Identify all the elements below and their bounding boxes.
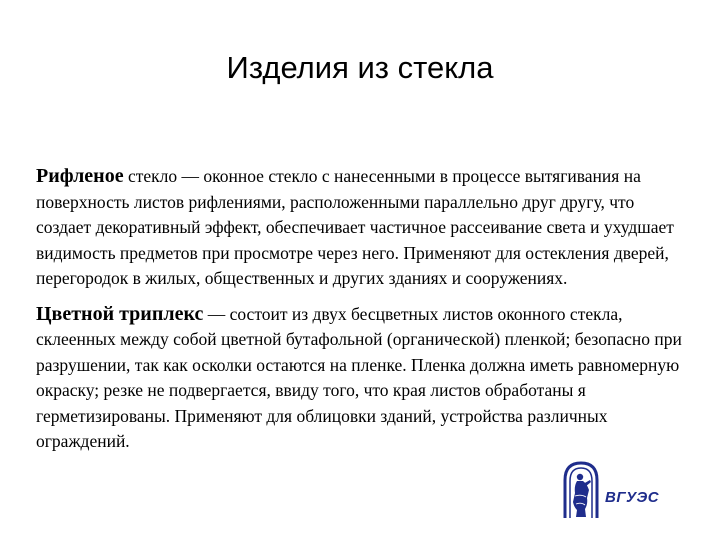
paragraph-ribbed-glass <box>36 164 686 292</box>
term-colored-triplex: Цветной триплекс <box>36 302 204 325</box>
slide-body <box>36 164 686 455</box>
emblem-icon <box>561 460 601 520</box>
logo-wordmark: ВГУЭС <box>605 489 660 506</box>
university-logo <box>561 460 676 520</box>
definition-ribbed-glass: стекло — оконное стекло с нанесенными в процессе вытягивания на поверхность листов рифлениями, расположенными параллельно друг другу, что создает декоративный эффект, обеспечивает частичное рассеивание света и ухудшает видимость предметов при просмотре через него. Применяют для остекления дверей, перегородок в жилых, общественных и других зданиях и сооружениях. <box>36 166 674 288</box>
term-ribbed-glass: Рифленое <box>36 165 124 187</box>
paragraph-colored-triplex <box>36 302 686 455</box>
slide-title: Изделия из стекла <box>226 50 494 85</box>
definition-colored-triplex: — состоит из двух бесцветных листов оконного стекла, склеенных между собой цветной бутафольной (органической) пленкой; безопасно при разрушении, так как осколки остаются на пленке. Пленка должна иметь равномерную окраску; резке не подвергается, ввиду того, что края листов обработаны я герметизированы. Применяют для облицовки зданий, устройства различных ограждений. <box>36 303 682 451</box>
